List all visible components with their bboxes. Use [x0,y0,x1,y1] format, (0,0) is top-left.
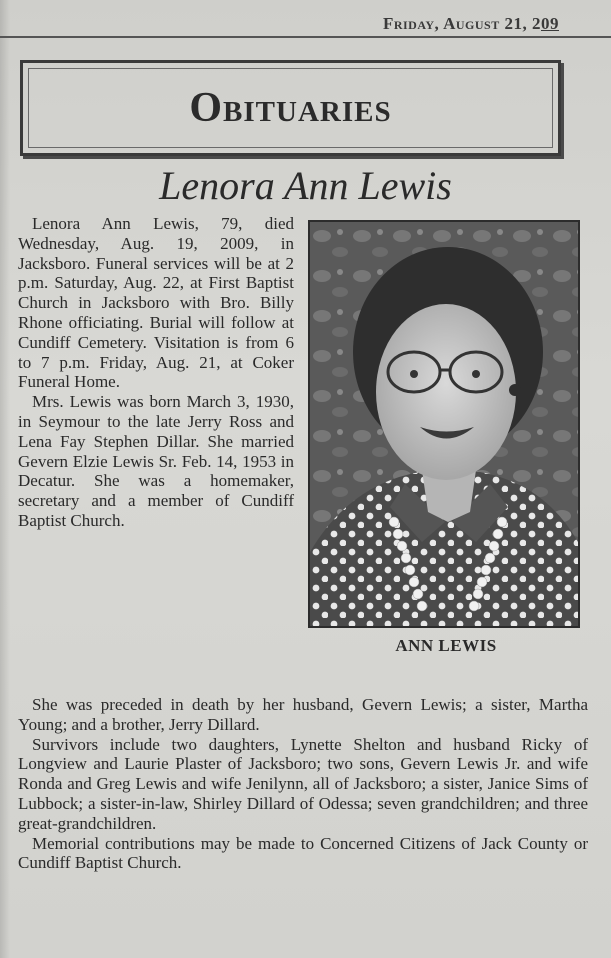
page-edge-shadow [0,0,10,958]
obituary-paragraph-4: Survivors include two daughters, Lynette Shelton and husband Ricky of Longview and Laurie Plaster of Jacksboro; two sons, Gevern Lewis Jr. and wife Ronda and Greg Lewis and wife Jenilynn, all of Jacksboro; a sister, Janice Sims of Lubbock; a sister-in-law, Shirley Dillard of Odessa; seven grandchildren; and three great-grandchildren. [18,734,588,833]
obituary-name-heading: Lenora Ann Lewis [159,163,452,208]
section-banner-inner [28,68,553,148]
dateline-text: Friday, August 21, 2 [382,14,541,33]
header-rule [0,36,611,38]
obituary-paragraph-5: Memorial contributions may be made to Concerned Citizens of Jack County or Cundiff Baptist Church. [18,833,588,873]
dateline [383,14,559,34]
section-title: Obituaries [189,85,392,131]
portrait-photo [310,222,578,626]
portrait-photo-frame [308,220,580,628]
obituary-column-text [18,214,294,531]
obituary-paragraph-1: Lenora Ann Lewis, 79, died Wednesday, Aug. 19, 2009, in Jacksboro. Funeral services will be at 2 p.m. Saturday, Aug. 22, at First Baptist Church in Jacksboro with Bro. Billy Rhone officiating. Burial will follow at Cundiff Cemetery. Visitation is from 6 to 7 p.m. Friday, Aug. 21, at Coker Funeral Home. [18,214,294,392]
obituary-paragraph-3: She was preceded in death by her husband, Gevern Lewis; a sister, Martha Young; and a brother, Jerry Dillard. [18,695,588,734]
section-banner [20,60,561,156]
dateline-year-tail: 09 [541,14,559,33]
obituary-paragraph-2: Mrs. Lewis was born March 3, 1930, in Seymour to the late Jerry Ross and Lena Fay Stephen Dillar. She married Gevern Elzie Lewis Sr. Feb. 14, 1953 in Decatur. She was a homemaker, secretary and a member of Cundiff Baptist Church. [18,392,294,530]
obituary-full-width-text [18,695,588,873]
photo-caption: ANN LEWIS [395,636,497,655]
